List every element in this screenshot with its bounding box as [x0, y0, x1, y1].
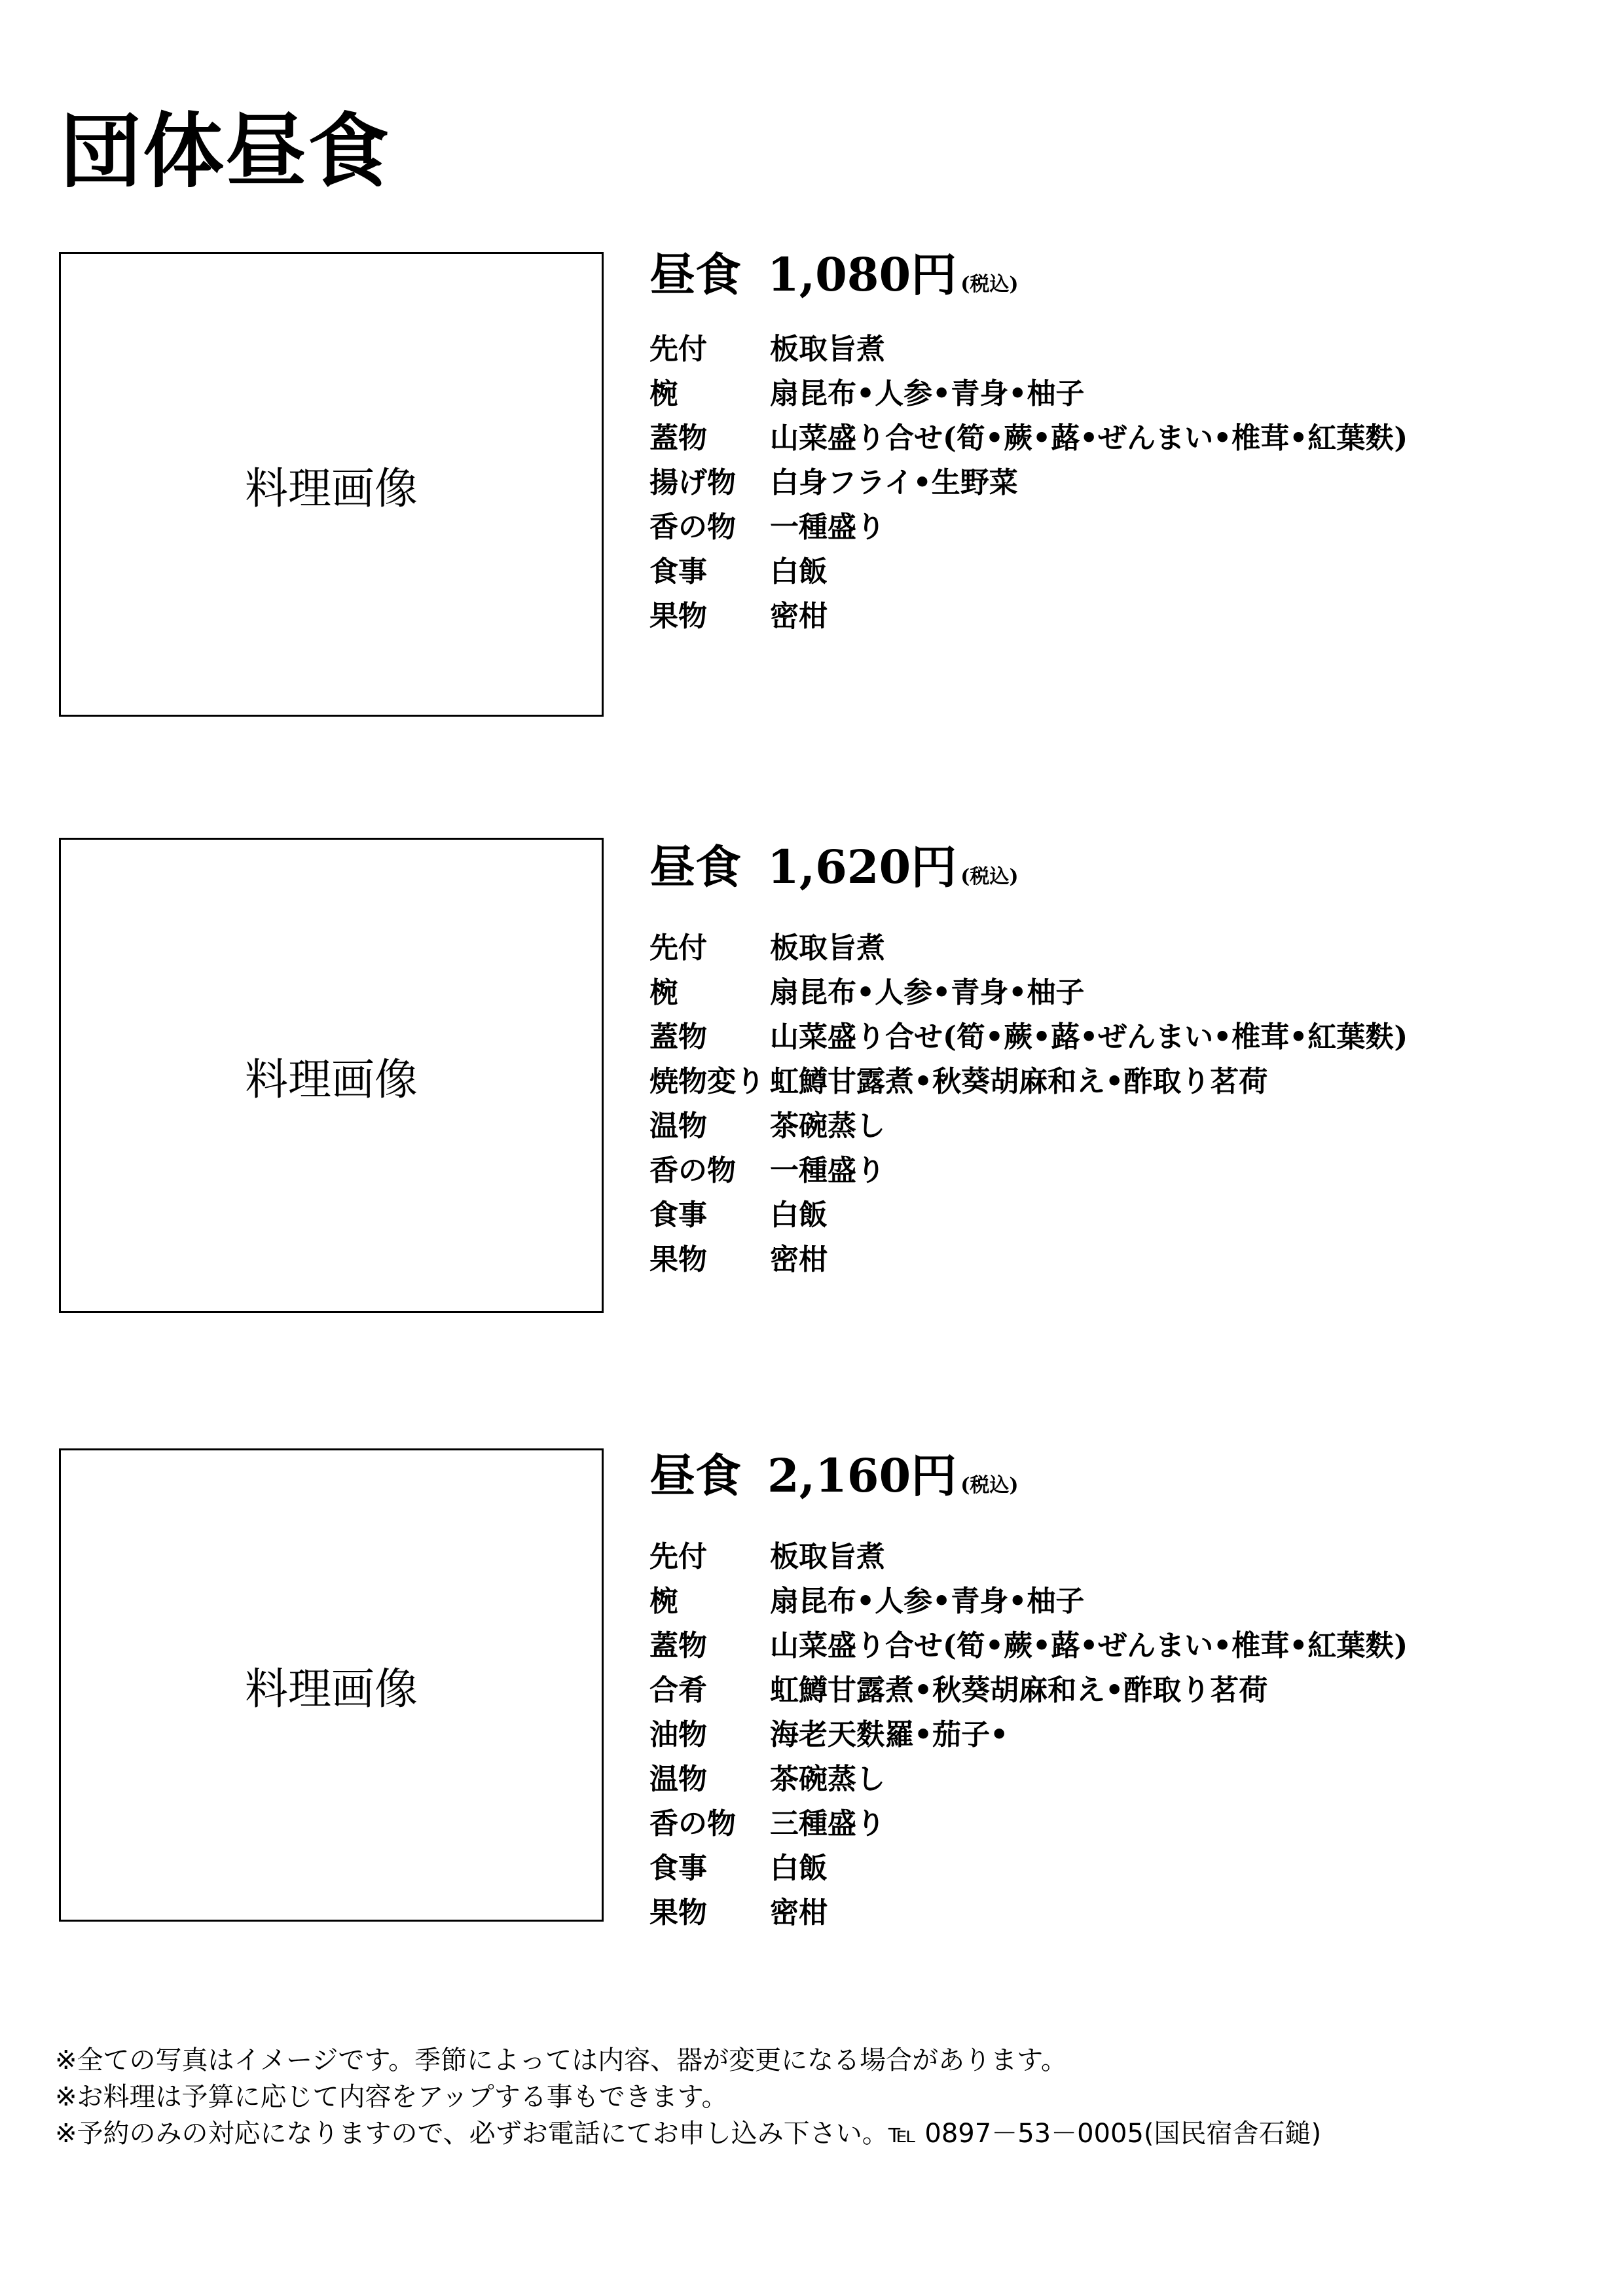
food-photo-placeholder — [59, 1448, 604, 1922]
tax-note: (税込) — [960, 1474, 1019, 1497]
menu-price: 1,080円 — [767, 247, 957, 302]
course-name: 食事 — [649, 1852, 707, 1885]
course-list — [649, 923, 1408, 1279]
dish-name: 扇昆布•人参•青身•柚子 — [770, 976, 1085, 1009]
dish-name: 山菜盛り合せ(筍•蕨•蕗•ぜんまい•椎茸•紅葉麩) — [770, 422, 1408, 455]
course-name: 合肴 — [649, 1674, 707, 1707]
photo-placeholder-label: 料理画像 — [245, 1664, 418, 1714]
course-item — [649, 1665, 1408, 1710]
dish-name: 板取旨煮 — [770, 931, 885, 965]
dish-name: 白飯 — [770, 1198, 828, 1232]
note-line: ※全ての写真はイメージです。季節によっては内容、器が変更になる場合があります。 — [55, 2045, 1067, 2075]
course-item — [649, 1621, 1408, 1665]
course-item — [649, 368, 1408, 413]
dish-name: 白飯 — [770, 555, 828, 588]
course-item — [649, 1576, 1408, 1621]
course-item — [649, 457, 1408, 502]
dish-name: 密柑 — [770, 1896, 828, 1929]
menu-label: 昼食 — [649, 840, 741, 894]
food-photo-placeholder — [59, 252, 604, 717]
course-name: 食事 — [649, 1198, 707, 1232]
dish-name: 虹鱒甘露煮•秋葵胡麻和え•酢取り茗荷 — [770, 1065, 1268, 1098]
course-name: 椀 — [649, 377, 678, 410]
photo-placeholder-label: 料理画像 — [245, 1054, 418, 1105]
course-name: 油物 — [649, 1718, 707, 1751]
course-item — [649, 591, 1408, 636]
course-name: 香の物 — [649, 511, 736, 544]
note-line: ※お料理は予算に応じて内容をアップする事もできます。 — [55, 2082, 728, 2112]
course-name: 先付 — [649, 1540, 707, 1573]
course-name: 香の物 — [649, 1154, 736, 1187]
course-item — [649, 1012, 1408, 1056]
food-photo-placeholder — [59, 838, 604, 1313]
page-title: 団体昼食 — [60, 104, 391, 199]
course-name: 先付 — [649, 931, 707, 965]
dish-name: 茶碗蒸し — [770, 1109, 885, 1143]
course-item — [649, 923, 1408, 967]
course-name: 蓋物 — [649, 1020, 707, 1054]
course-item — [649, 1145, 1408, 1190]
course-item — [649, 1234, 1408, 1279]
course-item — [649, 324, 1408, 368]
dish-name: 板取旨煮 — [770, 1540, 885, 1573]
menu-label: 昼食 — [649, 1448, 741, 1503]
course-item — [649, 1754, 1408, 1799]
menu-label: 昼食 — [649, 247, 741, 302]
course-item — [649, 1101, 1408, 1145]
course-item — [649, 1843, 1408, 1888]
course-name: 椀 — [649, 1585, 678, 1618]
dish-name: 海老天麩羅•茄子• — [770, 1718, 1009, 1751]
dish-name: 三種盛り — [770, 1807, 885, 1840]
dish-name: 一種盛り — [770, 1154, 885, 1187]
course-name: 温物 — [649, 1109, 707, 1143]
course-item — [649, 1888, 1408, 1932]
dish-name: 白飯 — [770, 1852, 828, 1885]
footer-notes — [55, 2042, 1321, 2152]
course-name: 蓋物 — [649, 1629, 707, 1662]
dish-name: 扇昆布•人参•青身•柚子 — [770, 377, 1085, 410]
course-name: 先付 — [649, 332, 707, 366]
course-name: 揚げ物 — [649, 466, 736, 499]
dish-name: 一種盛り — [770, 511, 885, 544]
menu-heading — [649, 1448, 1019, 1503]
dish-name: 白身フライ•生野菜 — [770, 466, 1018, 499]
dish-name: 扇昆布•人参•青身•柚子 — [770, 1585, 1085, 1618]
course-name: 香の物 — [649, 1807, 736, 1840]
course-item — [649, 413, 1408, 457]
note-line: ※予約のみの対応になりますので、必ずお電話にてお申し込み下さい。℡ 0897－53－0005(国民宿舎石鎚) — [55, 2119, 1322, 2149]
menu-price: 1,620円 — [767, 840, 957, 894]
course-item — [649, 1056, 1408, 1101]
course-list — [649, 1532, 1408, 1932]
course-item — [649, 547, 1408, 591]
course-item — [649, 502, 1408, 547]
dish-name: 山菜盛り合せ(筍•蕨•蕗•ぜんまい•椎茸•紅葉麩) — [770, 1629, 1408, 1662]
course-item — [649, 1799, 1408, 1843]
menu-heading — [649, 247, 1019, 302]
course-name: 果物 — [649, 1243, 707, 1276]
course-name: 温物 — [649, 1763, 707, 1796]
tax-note: (税込) — [960, 865, 1019, 888]
menu-price: 2,160円 — [767, 1448, 957, 1503]
course-item — [649, 1190, 1408, 1234]
dish-name: 密柑 — [770, 600, 828, 633]
dish-name: 山菜盛り合せ(筍•蕨•蕗•ぜんまい•椎茸•紅葉麩) — [770, 1020, 1408, 1054]
menu-heading — [649, 840, 1019, 894]
course-name: 焼物変り — [649, 1065, 765, 1098]
course-name: 蓋物 — [649, 422, 707, 455]
photo-placeholder-label: 料理画像 — [245, 463, 418, 514]
tax-note: (税込) — [960, 273, 1019, 296]
dish-name: 板取旨煮 — [770, 332, 885, 366]
course-name: 椀 — [649, 976, 678, 1009]
course-name: 果物 — [649, 1896, 707, 1929]
dish-name: 虹鱒甘露煮•秋葵胡麻和え•酢取り茗荷 — [770, 1674, 1268, 1707]
course-name: 果物 — [649, 600, 707, 633]
dish-name: 密柑 — [770, 1243, 828, 1276]
course-item — [649, 967, 1408, 1012]
course-name: 食事 — [649, 555, 707, 588]
course-item — [649, 1532, 1408, 1576]
dish-name: 茶碗蒸し — [770, 1763, 885, 1796]
course-list — [649, 324, 1408, 636]
course-item — [649, 1710, 1408, 1754]
